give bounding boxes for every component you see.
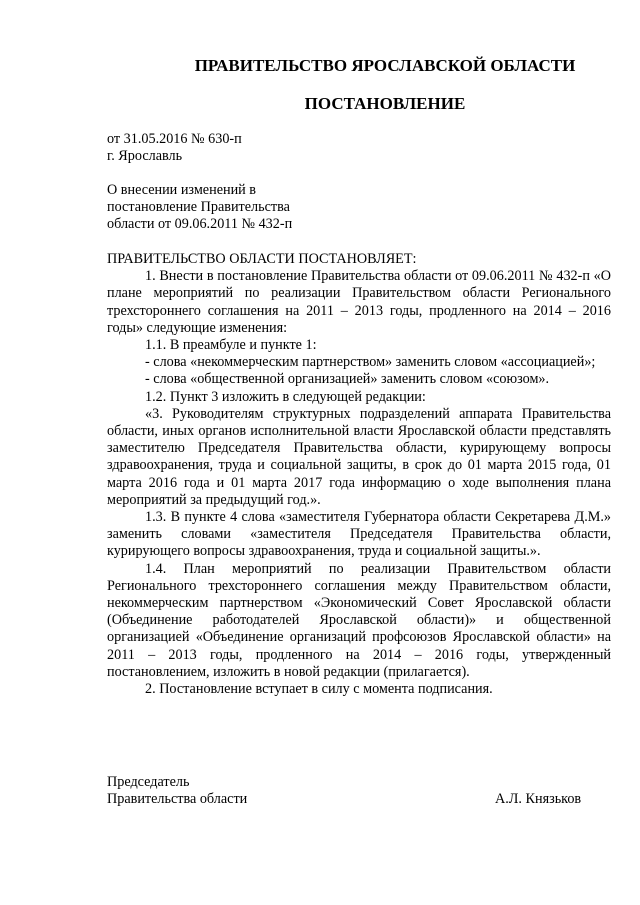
paragraph-1-2-text: «3. Руководителям структурных подразделений аппарата Правительства области, иных органов исполнительной власти Ярославской области представлять заместителю Председателя Правительства области, курирующему вопросы здравоохранения, труда и социальной защиты, в срок до 01 марта 2015 года, 01 марта 2016 года и 01 марта 2017 года информацию о ходе выполнения плана мероприятий за предыдущий год.». [107, 405, 611, 508]
city: г. Ярославль [107, 148, 183, 164]
date-number: от 31.05.2016 № 630-п [107, 131, 242, 147]
paragraph-1-1: 1.1. В преамбуле и пункте 1: [145, 337, 317, 354]
paragraph-1-4: 1.4. План мероприятий по реализации Правительством области Регионального трехстороннего соглашения между Правительством области, некоммерческим партнерством «Экономический Совет Ярославской области (Объединение работодателей Ярославской области)» и общественной организацией «Объединение организаций профсоюзов Ярославской области» на 2011 – 2013 годы, продленного на 2014 – 2016 годы, утвержденный постановлением, изложить в новой редакции (прилагается). [107, 560, 611, 680]
paragraph-1: 1. Внести в постановление Правительства области от 09.06.2011 № 432-п «О плане мероприятий по реализации Правительством области Регионального трехстороннего соглашения на 2011 – 2013 годы, продленного на 2014 – 2016 годы» следующие изменения: [107, 268, 611, 336]
subject-line-1: О внесении изменений в [107, 182, 257, 198]
signature-position-line-1: Председатель [107, 774, 190, 790]
signature-position-line-2: Правительства области [107, 791, 248, 808]
paragraph-1-2: 1.2. Пункт 3 изложить в следующей редакции: [145, 388, 426, 405]
paragraph-1-1-a: - слова «некоммерческим партнерством» заменить словом «ассоциацией»; [145, 354, 596, 371]
paragraph-2: 2. Постановление вступает в силу с момента подписания. [145, 681, 493, 698]
subject-line-3: области от 09.06.2011 № 432-п [107, 216, 293, 232]
document-body [107, 251, 611, 698]
signature-position [107, 774, 247, 808]
decree-line: ПРАВИТЕЛЬСТВО ОБЛАСТИ ПОСТАНОВЛЯЕТ: [107, 251, 417, 267]
government-title: ПРАВИТЕЛЬСТВО ЯРОСЛАВСКОЙ ОБЛАСТИ [194, 56, 576, 75]
signature-name: А.Л. Князьков [495, 791, 582, 807]
paragraph-1-1-b: - слова «общественной организацией» заменить словом «союзом». [145, 371, 550, 388]
document-type-title: ПОСТАНОВЛЕНИЕ [304, 94, 466, 113]
subject-line-2: постановление Правительства [107, 199, 290, 215]
paragraph-1-3: 1.3. В пункте 4 слова «заместителя Губернатора области Секретарева Д.М.» заменить словами «заместителя Председателя Правительства области, курирующего вопросы здравоохранения, труда и социальной защиты.». [107, 509, 611, 560]
